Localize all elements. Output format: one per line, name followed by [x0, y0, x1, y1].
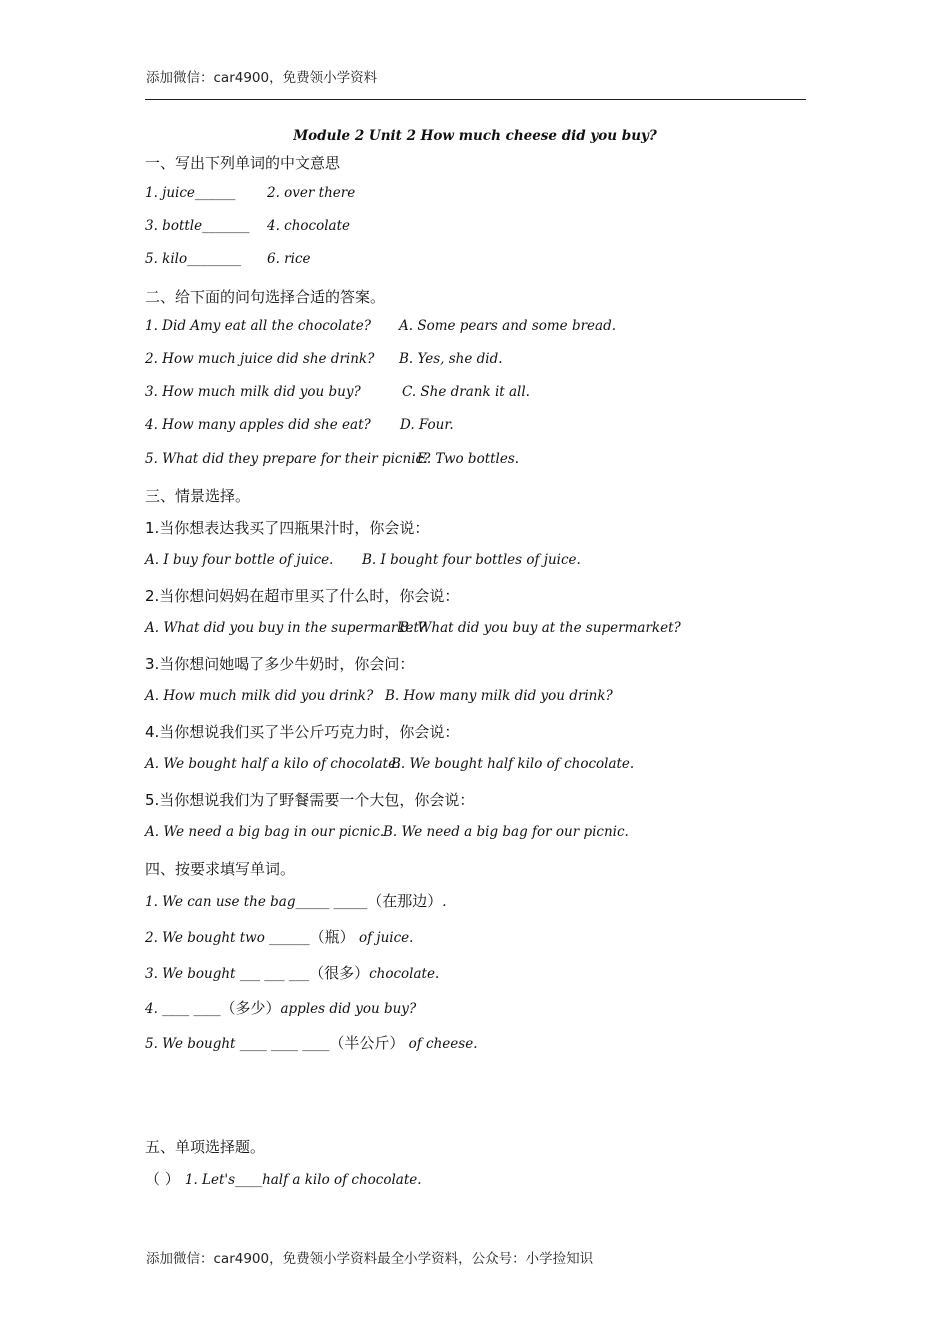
- header-divider: [145, 99, 806, 100]
- s1-item-5: 5. kilo________: [145, 251, 242, 267]
- s3-option-2a: A. What did you buy in the supermarket?: [145, 620, 427, 636]
- s4-item-5: [145, 1032, 478, 1053]
- s1-item-4: 4. chocolate: [267, 218, 351, 234]
- s4-item-4: [145, 997, 416, 1018]
- s4-item-2-tail: of juice.: [354, 930, 414, 946]
- s4-item-5-hint: （半公斤）: [329, 1034, 405, 1052]
- s3-option-1b: B. I bought four bottles of juice.: [362, 552, 581, 568]
- section-5-heading: 五、单项选择题。: [145, 1138, 266, 1156]
- s4-item-1-tail: .: [442, 894, 447, 910]
- s2-answer-e: E. Two bottles.: [417, 451, 520, 467]
- s2-question-4: 4. How many apples did she eat?: [145, 417, 371, 433]
- s3-prompt-2: 2.当你想问妈妈在超市里买了什么时，你会说：: [145, 587, 460, 605]
- page-footer: 添加微信：car4900，免费领小学资料最全小学资料，公众号：小学捡知识: [146, 1251, 594, 1267]
- s2-question-3: 3. How much milk did you buy?: [145, 384, 361, 400]
- s4-item-1: [145, 890, 447, 911]
- s4-item-1-hint: （在那边）: [367, 892, 443, 910]
- s5-answer-paren: （ ）: [145, 1170, 180, 1188]
- s4-item-5-text: 5. We bought ____ ____ ____: [145, 1036, 330, 1052]
- s2-answer-b: B. Yes, she did.: [399, 351, 503, 367]
- s4-item-3: [145, 962, 439, 983]
- s4-item-3-text: 3. We bought ___ ___ ___: [145, 966, 310, 982]
- s3-option-3b: B. How many milk did you drink?: [385, 688, 613, 704]
- s3-option-5b: B. We need a big bag for our picnic.: [383, 824, 629, 840]
- s4-item-3-tail: chocolate.: [369, 966, 440, 982]
- s4-item-4-tail: apples did you buy?: [280, 1001, 417, 1017]
- s3-option-2b: B. What did you buy at the supermarket?: [399, 620, 681, 636]
- s1-item-3: 3. bottle_______: [145, 218, 250, 234]
- s2-answer-c: C. She drank it all.: [402, 384, 530, 400]
- s4-item-4-text: 4. ____ ____: [145, 1001, 221, 1017]
- s5-question-1: [145, 1168, 422, 1189]
- s3-prompt-1: 1.当你想表达我买了四瓶果汁时，你会说：: [145, 519, 430, 537]
- section-3-heading: 三、情景选择。: [145, 487, 251, 505]
- s2-question-1: 1. Did Amy eat all the chocolate?: [145, 318, 371, 334]
- s3-prompt-4: 4.当你想说我们买了半公斤巧克力时，你会说：: [145, 723, 460, 741]
- s1-item-6: 6. rice: [267, 251, 311, 267]
- section-4-heading: 四、按要求填写单词。: [145, 860, 296, 878]
- s3-prompt-5: 5.当你想说我们为了野餐需要一个大包，你会说：: [145, 791, 475, 809]
- s4-item-2: [145, 926, 413, 947]
- s3-option-4b: B. We bought half kilo of chocolate.: [391, 756, 635, 772]
- section-1-heading: 一、写出下列单词的中文意思: [145, 154, 341, 172]
- s2-answer-a: A. Some pears and some bread.: [399, 318, 617, 334]
- s1-item-2: 2. over there: [267, 185, 356, 201]
- s5-question-1-text: 1. Let's____half a kilo of chocolate.: [184, 1172, 422, 1188]
- s2-answer-d: D. Four.: [400, 417, 454, 433]
- s3-option-4a: A. We bought half a kilo of chocolate.: [145, 756, 401, 772]
- s4-item-2-hint: （瓶）: [309, 928, 355, 946]
- s1-item-1: 1. juice______: [145, 185, 236, 201]
- s3-option-5a: A. We need a big bag in our picnic.: [145, 824, 385, 840]
- page-header: 添加微信：car4900，免费领小学资料: [146, 70, 378, 86]
- s4-item-5-tail: of cheese.: [404, 1036, 478, 1052]
- s2-question-5: 5. What did they prepare for their picnic?: [145, 451, 431, 467]
- s2-question-2: 2. How much juice did she drink?: [145, 351, 375, 367]
- s4-item-3-hint: （很多）: [309, 964, 370, 982]
- s3-prompt-3: 3.当你想问她喝了多少牛奶时，你会问：: [145, 655, 415, 673]
- s4-item-4-hint: （多少）: [220, 999, 281, 1017]
- page-title: Module 2 Unit 2 How much cheese did you buy?: [293, 128, 657, 144]
- section-2-heading: 二、给下面的问句选择合适的答案。: [145, 288, 386, 306]
- s3-option-1a: A. I buy four bottle of juice.: [145, 552, 334, 568]
- s4-item-2-text: 2. We bought two ______: [145, 930, 310, 946]
- s4-item-1-text: 1. We can use the bag_____ _____: [145, 894, 368, 910]
- s3-option-3a: A. How much milk did you drink?: [145, 688, 374, 704]
